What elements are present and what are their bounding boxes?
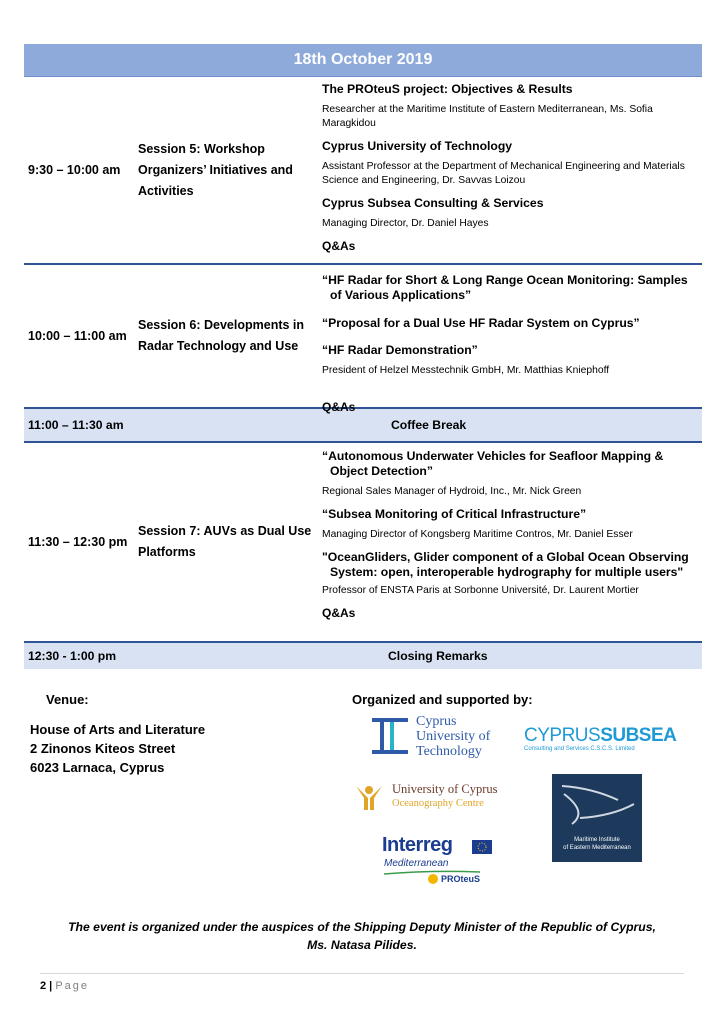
footer-divider bbox=[40, 973, 684, 974]
schedule-table bbox=[24, 44, 702, 669]
cyprus-subsea-logo bbox=[524, 725, 677, 756]
speaker-desc: Regional Sales Manager of Hydroid, Inc., Mr. Nick Green bbox=[322, 486, 582, 497]
wave-emblem-icon bbox=[552, 778, 642, 832]
closing-row bbox=[24, 643, 702, 669]
session-content bbox=[320, 265, 702, 414]
note-line: The event is organized under the auspices of the Shipping Deputy Minister of the Republic of Cyprus, bbox=[68, 920, 656, 934]
maritime-institute-logo bbox=[552, 774, 642, 862]
speaker-desc: Managing Director of Kongsberg Maritime Contros, Mr. Daniel Esser bbox=[322, 529, 633, 540]
venue-address bbox=[30, 720, 205, 777]
ucy-emblem-icon bbox=[352, 782, 386, 812]
interreg-logo bbox=[382, 834, 512, 890]
proteus-icon bbox=[428, 874, 438, 884]
cut-logo bbox=[370, 714, 500, 760]
session-title: Session 6: Developments in Radar Technology and Use bbox=[138, 318, 305, 353]
note-line: Ms. Natasa Pilides. bbox=[307, 938, 417, 952]
subsea-word-a: CYPRUS bbox=[524, 725, 601, 746]
coffee-break-row bbox=[24, 409, 702, 443]
session-row-6 bbox=[24, 265, 702, 414]
venue-line: 6023 Larnaca, Cyprus bbox=[30, 760, 165, 775]
proteus-label: PROteuS bbox=[441, 874, 481, 884]
speaker-desc: President of Helzel Messtechnik GmbH, Mr. Matthias Kniephoff bbox=[322, 365, 610, 376]
ucy-line: Oceanography Centre bbox=[392, 798, 484, 809]
closing-label: Closing Remarks bbox=[388, 649, 488, 663]
closing-time: 12:30 - 1:00 pm bbox=[28, 649, 117, 663]
speaker-desc: Researcher at the Maritime Institute of Eastern Mediterranean, Ms. Sofia Maragkidou bbox=[322, 104, 653, 129]
organizers-title: Organized and supported by: bbox=[352, 692, 533, 707]
date-header: 18th October 2019 bbox=[24, 44, 702, 77]
talk-title: “Proposal for a Dual Use HF Radar System on Cyprus” bbox=[322, 316, 640, 330]
break-time: 11:00 – 11:30 am bbox=[28, 418, 124, 432]
session-time: 10:00 – 11:00 am bbox=[28, 329, 127, 343]
mim-line: Maritime Institute bbox=[574, 837, 620, 843]
cut-line: Cyprus bbox=[416, 714, 457, 729]
speaker-desc: Managing Director, Dr. Daniel Hayes bbox=[322, 218, 489, 229]
session-content bbox=[320, 443, 702, 641]
ucy-line: University of Cyprus bbox=[392, 782, 498, 796]
page-separator: | bbox=[46, 980, 56, 992]
cut-line: University of bbox=[416, 729, 491, 744]
venue-line: House of Arts and Literature bbox=[30, 722, 206, 737]
auspices-note bbox=[0, 918, 724, 954]
talk-title: “Autonomous Underwater Vehicles for Seafloor Mapping & Object Detection” bbox=[322, 449, 664, 478]
talk-title: “HF Radar for Short & Long Range Ocean Monitoring: Samples of Various Applications” bbox=[322, 273, 688, 302]
page-footer bbox=[40, 980, 89, 992]
venue-title: Venue: bbox=[46, 692, 89, 707]
speaker-desc: Professor of ENSTA Paris at Sorbonne Université, Dr. Laurent Mortier bbox=[322, 585, 639, 596]
qa-label: Q&As bbox=[322, 400, 356, 414]
session-row-7 bbox=[24, 443, 702, 643]
interreg-name: Interreg bbox=[382, 834, 453, 856]
talk-title: Cyprus University of Technology bbox=[322, 139, 513, 153]
session-title: Session 5: Workshop Organizers’ Initiatives and Activities bbox=[138, 141, 293, 198]
speaker-desc: Assistant Professor at the Department of Mechanical Engineering and Materials Science and Engineering, Dr. Savvas Loizou bbox=[322, 161, 685, 186]
qa-label: Q&As bbox=[322, 239, 356, 253]
subsea-subtitle: Consulting and Services C.S.C.S. Limited bbox=[524, 746, 635, 752]
mim-line: of Eastern Mediterranean bbox=[563, 845, 631, 851]
session-content bbox=[320, 77, 702, 263]
session-time: 11:30 – 12:30 pm bbox=[28, 535, 128, 549]
cut-line: Technology bbox=[416, 744, 482, 759]
talk-title: “HF Radar Demonstration” bbox=[322, 343, 478, 357]
venue-line: 2 Zinonos Kiteos Street bbox=[30, 741, 176, 756]
session-row-5 bbox=[24, 77, 702, 265]
session-time: 9:30 – 10:00 am bbox=[28, 163, 121, 177]
break-label: Coffee Break bbox=[391, 418, 467, 432]
ucy-logo bbox=[352, 780, 512, 816]
talk-title: Cyprus Subsea Consulting & Services bbox=[322, 196, 544, 210]
talk-title: "OceanGliders, Glider component of a Global Ocean Observing System: open, interoperable hydrography for multiple users" bbox=[322, 550, 689, 579]
page-label: Page bbox=[55, 980, 90, 992]
eu-flag-icon bbox=[472, 840, 492, 854]
qa-label: Q&As bbox=[322, 606, 356, 620]
subsea-word-b: SUBSEA bbox=[600, 725, 677, 746]
page-number: 2 bbox=[40, 980, 47, 992]
cut-emblem-icon bbox=[370, 714, 410, 758]
talk-title: The PROteuS project: Objectives & Results bbox=[322, 82, 573, 96]
session-title: Session 7: AUVs as Dual Use Platforms bbox=[138, 524, 312, 559]
talk-title: “Subsea Monitoring of Critical Infrastructure” bbox=[322, 507, 587, 521]
interreg-region: Mediterranean bbox=[384, 858, 449, 869]
